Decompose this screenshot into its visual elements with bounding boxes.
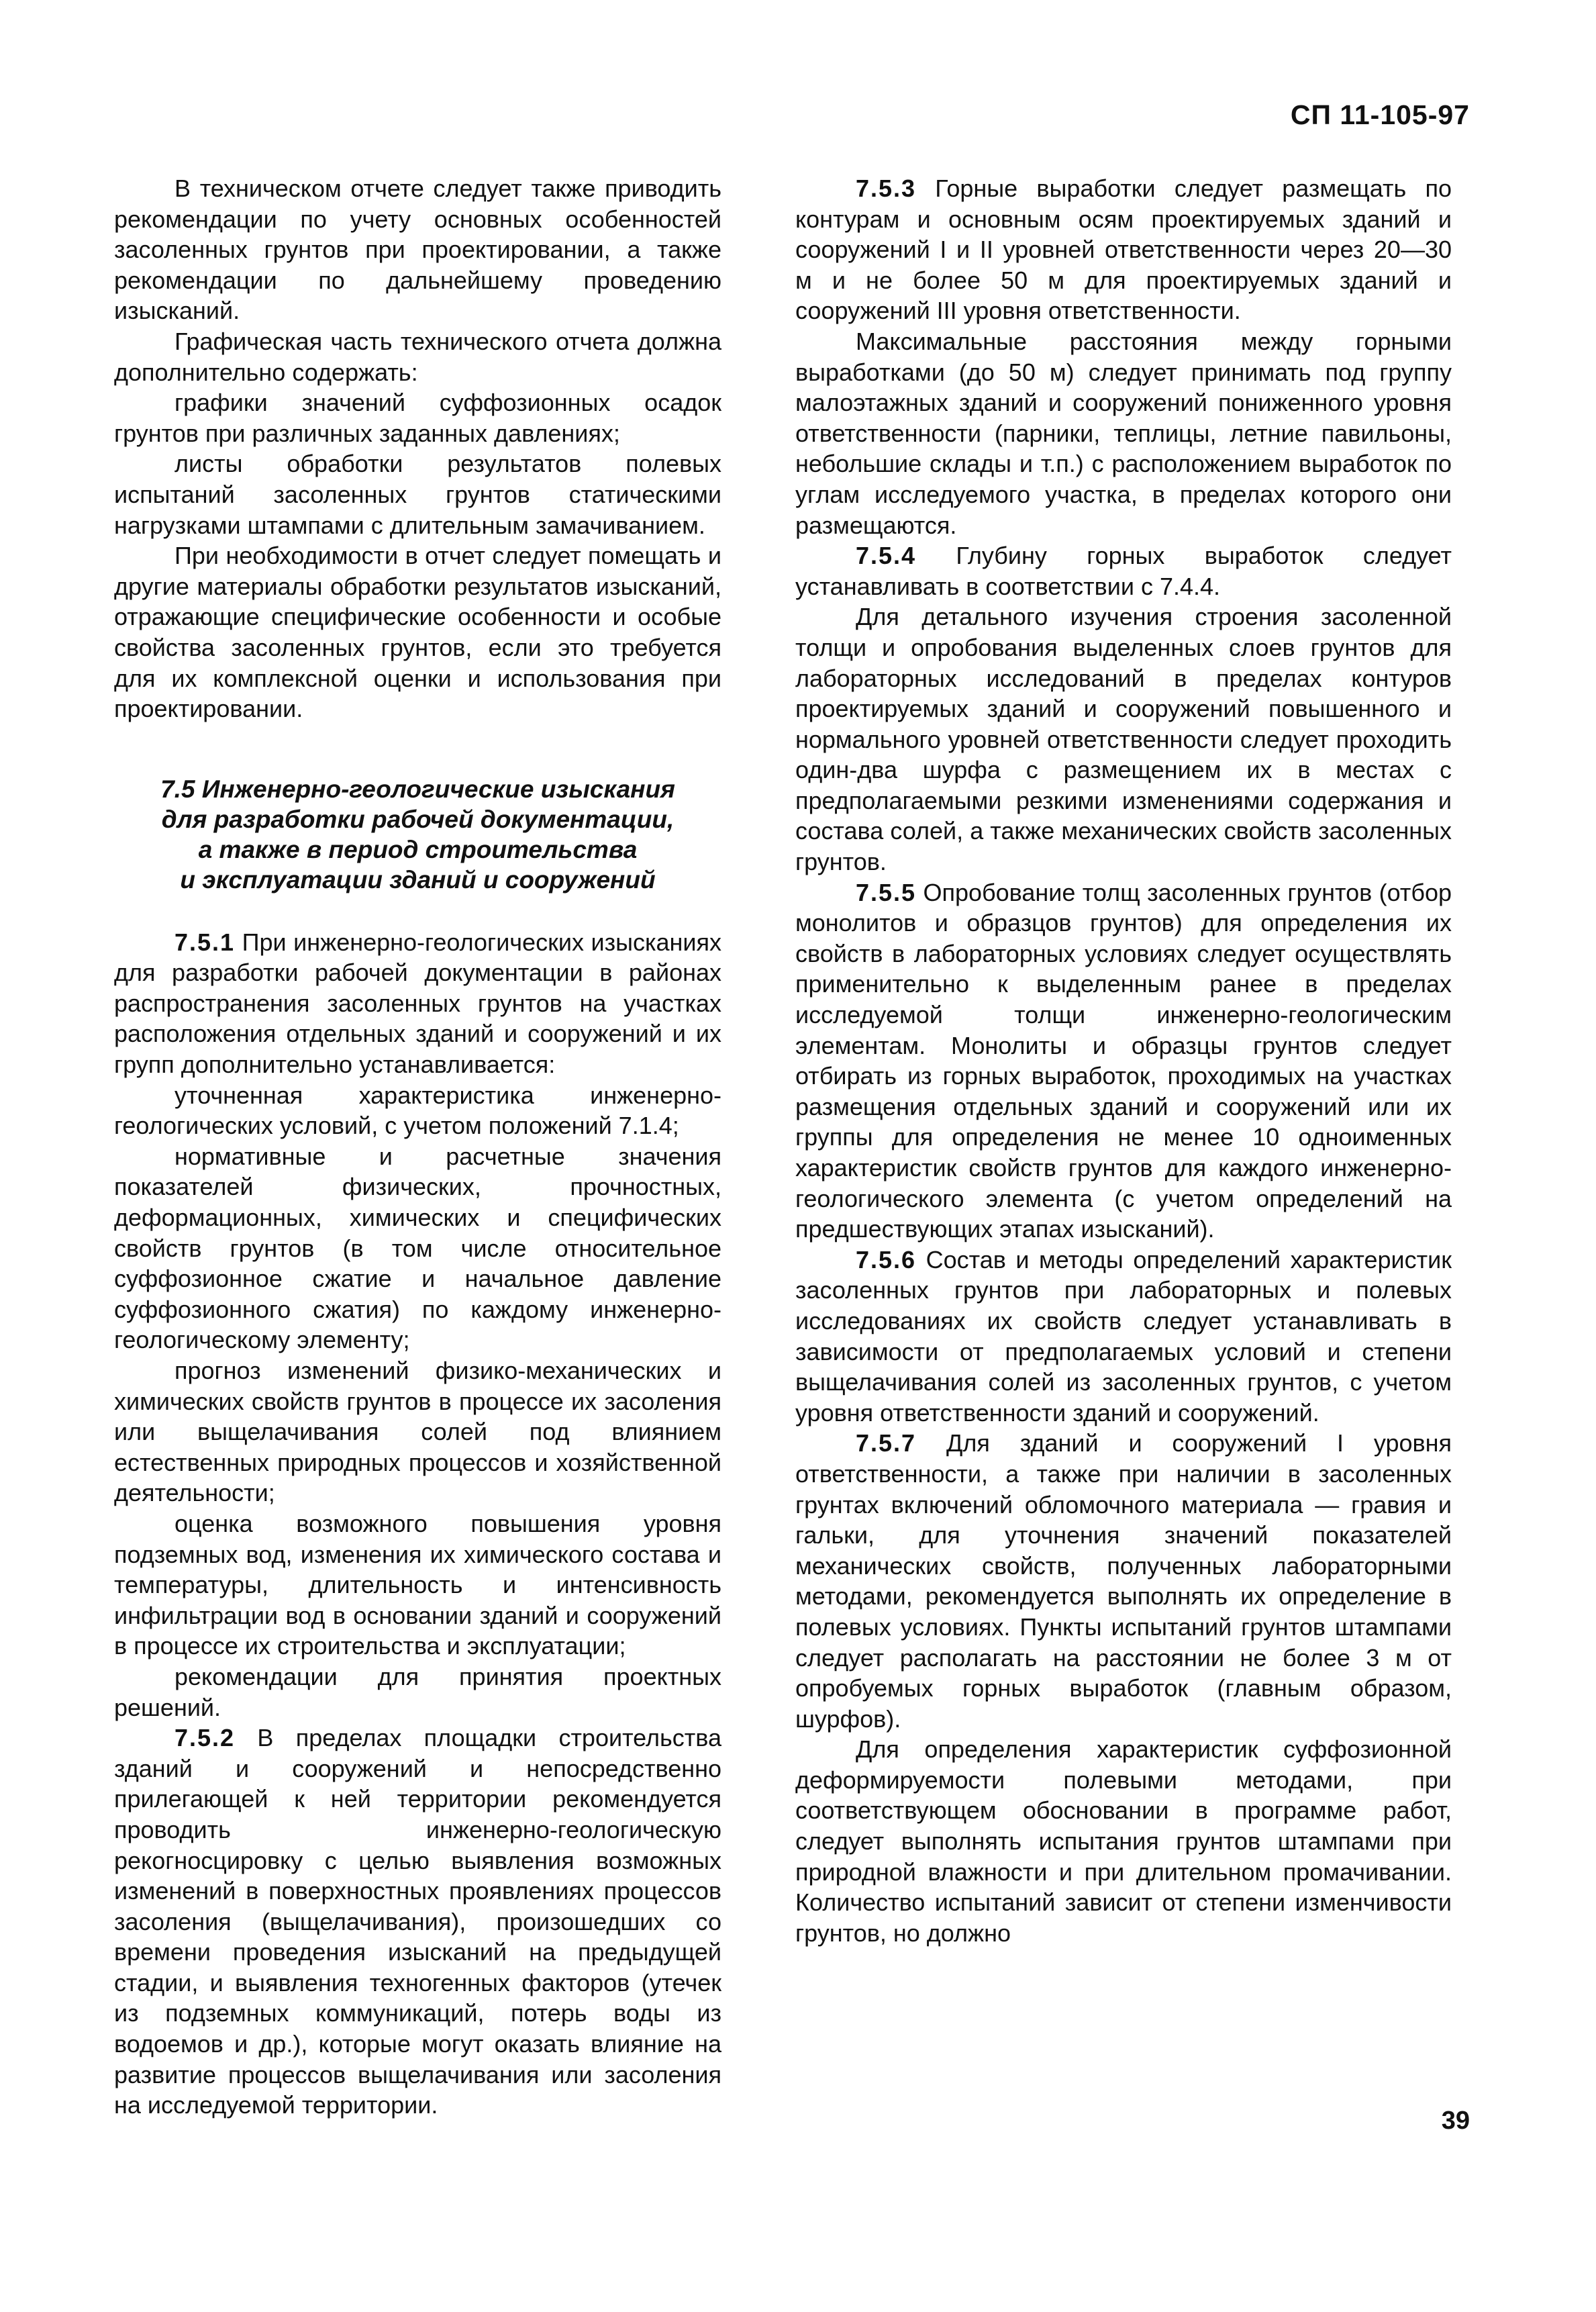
list-item: оценка возможного повышения уровня подземных вод, изменения их химического состава и температуры, длительность и интенсивность инфильтрации вод в основании зданий и сооружений в процессе их строительства и эксплуатации; (114, 1509, 721, 1660)
clause-text: Горные выработки следует размещать по контурам и основным осям проектируемых зданий и сооружений I и II уровней ответственности через 20—30 м и не более 50 м для проектируемых зданий и сооружений III уровня ответственности. (795, 175, 1452, 325)
section-heading-line: и эксплуатации зданий и сооружений (180, 865, 656, 894)
document-code: СП 11-105-97 (1290, 99, 1470, 130)
list-item: рекомендации для принятия проектных решений. (114, 1662, 721, 1721)
section-heading-line: 7.5 Инженерно-геологические изыскания (160, 775, 675, 803)
clause-number: 7.5.1 (174, 928, 236, 956)
paragraph: Максимальные расстояния между горными выработками (до 50 м) следует принимать под группу малоэтажных зданий и сооружений пониженного уровня ответственности (парники, теплицы, летние павильоны, небольшие склады и т.п.) с расположением выработок по углам исследуемого участка, в пределах которого они размещаются. (795, 327, 1452, 539)
right-column (795, 173, 1452, 1948)
clause-7-5-4 (795, 540, 1452, 601)
clause-text: Для зданий и сооружений I уровня ответственности, а также при наличии в засоленных грунтах включений обломочного материала — гравия и гальки, для уточнения значений показателей механических свойств, полученных лабораторными методами, рекомендуется выполнять их определение в полевых условиях. Пункты испытаний грунтов штампами следует располагать на расстоянии не более 3 м от опробуемых горных выработок (главным образом, шурфов). (795, 1429, 1452, 1733)
list-item: нормативные и расчетные значения показателей физических, прочностных, деформационных, химических и специфических свойств грунтов (в том числе относительное суффозионное сжатие и начальное давление суффозионного сжатия) по каждому инженерно-геологическому элементу; (114, 1142, 721, 1354)
clause-7-5-1 (114, 927, 721, 1080)
clause-text: Опробование толщ засоленных грунтов (отбор монолитов и образцов грунтов) для определения их свойств в лабораторных условиях следует осуществлять применительно к выделенным ранее в пределах исследуемой толщи инженерно-геологическим элементам. Монолиты и образцы грунтов следует отбирать из горных выработок, проходимых на участках размещения отдельных зданий и сооружений или их группы для определения не менее 10 одноименных характеристик свойств грунтов для каждого инженерно-геологического элемента (с учетом определений на предшествующих этапах изысканий). (795, 878, 1452, 1243)
list-item: прогноз изменений физико-механических и химических свойств грунтов в процессе их засоления или выщелачивания солей под влиянием естественных природных процессов и хозяйственной деятельности; (114, 1357, 721, 1507)
paragraph: Графическая часть технического отчета должна дополнительно содержать: (114, 327, 721, 386)
clause-number: 7.5.7 (856, 1429, 917, 1457)
clause-number: 7.5.2 (174, 1724, 236, 1752)
page-number: 39 (1441, 2107, 1470, 2135)
clause-7-5-7 (795, 1428, 1452, 1734)
paragraph: листы обработки результатов полевых испытаний засоленных грунтов статическими нагрузками штампами с длительным замачиванием. (114, 450, 721, 539)
paragraph: Для определения характеристик суффозионной деформируемости полевыми методами, при соответствующем обосновании в программе работ, следует выполнять испытания грунтов штампами при природной влажности и при длительном промачивании. Количество испытаний зависит от степени изменчивости грунтов, но должно (795, 1735, 1452, 1947)
clause-7-5-5 (795, 877, 1452, 1245)
section-heading-line: для разработки рабочей документации, (161, 805, 675, 833)
clause-text: Глубину горных выработок следует устанавливать в соответствии с 7.4.4. (795, 542, 1452, 600)
clause-number: 7.5.5 (856, 878, 917, 906)
paragraph: В техническом отчете следует также приводить рекомендации по учету основных особенностей засоленных грунтов при проектировании, а также рекомендации по дальнейшему проведению изысканий. (114, 175, 721, 325)
left-column (114, 173, 721, 2121)
section-heading-line: а также в период строительства (198, 835, 638, 863)
clause-text: В пределах площадки строительства зданий и сооружений и непосредственно прилегающей к ней территории рекомендуется проводить инженерно-геологическую рекогносцировку с целью выявления возможных изменений в поверхностных проявлениях процессов засоления (выщелачивания), произошедших со времени проведения изысканий на предыдущей стадии, и выявления техногенных факторов (утечек из подземных коммуникаций, потерь воды из водоемов и др.), которые могут оказать влияние на развитие процессов выщелачивания или засоления на исследуемой территории. (114, 1724, 721, 2119)
clause-7-5-6 (795, 1245, 1452, 1429)
clause-text: Состав и методы определений характеристик засоленных грунтов при лабораторных и полевых исследованиях их свойств следует устанавливать в зависимости от предполагаемых условий и степени выщелачивания солей из засоленных грунтов, с учетом уровня ответственности зданий и сооружений. (795, 1245, 1452, 1427)
clause-number: 7.5.3 (856, 175, 917, 202)
paragraph: графики значений суффозионных осадок грунтов при различных заданных давлениях; (114, 389, 721, 447)
clause-text: При инженерно-геологических изысканиях для разработки рабочей документации в районах распространения засоленных грунтов на участках расположения отдельных зданий и сооружений и их групп дополнительно устанавливается: (114, 928, 721, 1079)
list-item: уточненная характеристика инженерно-геологических условий, с учетом положений 7.1.4; (114, 1081, 721, 1140)
clause-7-5-2 (114, 1723, 721, 2121)
clause-number: 7.5.6 (856, 1245, 917, 1273)
clause-7-5-3 (795, 173, 1452, 326)
section-heading-7-5 (114, 774, 721, 895)
paragraph: При необходимости в отчет следует помещать и другие материалы обработки результатов изысканий, отражающие специфические особенности и особые свойства засоленных грунтов, если это требуется для их комплексной оценки и использования при проектировании. (114, 542, 721, 723)
paragraph: Для детального изучения строения засоленной толщи и опробования выделенных слоев грунтов для лабораторных исследований в пределах контуров проектируемых зданий и сооружений повышенного и нормального уровней ответственности следует проходить один-два шурфа с размещением их в местах с предполагаемыми резкими изменениями содержания и состава солей, а также механических свойств засоленных грунтов. (795, 603, 1452, 876)
clause-number: 7.5.4 (856, 542, 917, 570)
